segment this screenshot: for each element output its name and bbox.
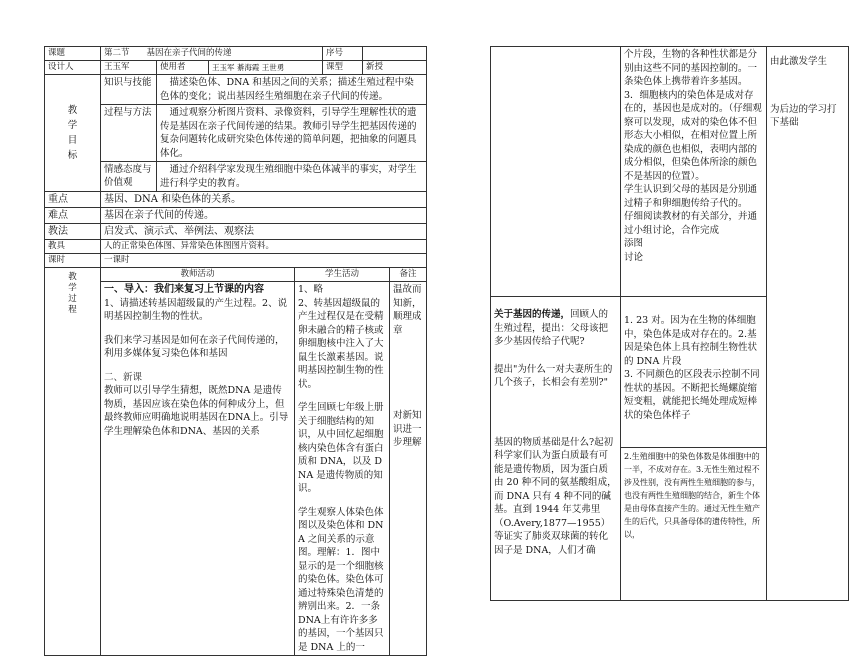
teacher-intro: 一、导入：我们来复习上节课的内容 bbox=[104, 284, 264, 295]
user-label: 使用者 bbox=[157, 61, 209, 75]
student-answer: 1. 23 对。因为在生物的体细胞中，染色体是成对存在的。2.基因是染色体上具有控制生物性状的 DNA 片段 bbox=[624, 315, 758, 367]
type-label: 课型 bbox=[323, 61, 363, 75]
teacher-line: 我们来学习基因是如何在亲子代间传递的， bbox=[104, 334, 285, 346]
student-answer-box bbox=[621, 297, 766, 448]
col-note-header: 备注 bbox=[390, 268, 427, 282]
teacher-gene-transfer: 关于基因的传递， bbox=[494, 309, 571, 320]
tools-label: 教具 bbox=[45, 240, 101, 254]
right-page bbox=[430, 0, 860, 607]
goal-text-knowledge: 描述染色体、DNA 和基因之间的关系；描述生殖过程中染色体的变化；说出基因经生殖细胞在亲子代间的传递。 bbox=[157, 75, 427, 105]
goal-text-emotion: 通过介绍科学家发现生殖细胞中染色体减半的事实，对学生进行科学史的教育。 bbox=[157, 162, 427, 192]
goal-label-knowledge: 知识与技能 bbox=[101, 75, 157, 105]
student-line: 2、转基因超级鼠的产生过程仅是在受精卵未融合的精子核或卵细胞核中注入了大鼠生长激素基因。说明基因控制生物的性状。 bbox=[298, 297, 384, 390]
seq-value bbox=[363, 47, 427, 61]
teacher-line: 1、请描述转基因超级鼠的产生过程。2、说明基因控制生物的性状。 bbox=[104, 297, 288, 322]
student-small-box bbox=[621, 448, 766, 543]
teacher-line: 利用多媒体复习染色体和基因 bbox=[104, 348, 228, 359]
student-answer: 3. 不同颜色的区段表示控制不同性状的基因。不断把长绳螺旋缩短变粗，就能把长绳处理成短棒状的染色体样子 bbox=[624, 369, 760, 421]
designer-value: 王玉军 bbox=[101, 61, 157, 75]
goals-label: 教 学 目 标 bbox=[45, 75, 101, 192]
designer-label: 设计人 bbox=[45, 61, 101, 75]
hours-label: 课时 bbox=[45, 254, 101, 268]
student-bottom-cell bbox=[621, 297, 767, 601]
teacher-gene-transfer-rest: 回顾人的生殖过程，提出：父母该把多少基因传给子代呢? bbox=[494, 309, 609, 347]
tools-value: 人的正常染色体图、异常染色体图图片资料。 bbox=[101, 240, 427, 254]
student-top-cell bbox=[621, 47, 767, 297]
col-teacher-header: 教师活动 bbox=[101, 268, 295, 282]
course-value: 第二节 基因在亲子代间的传递 bbox=[101, 47, 323, 61]
student-top-text: 仔细阅读教材的有关部分，并通过小组讨论，合作完成 bbox=[624, 211, 758, 236]
teacher-new-lesson: 二、新课 bbox=[104, 371, 143, 383]
left-page bbox=[0, 0, 430, 653]
difficult-label: 难点 bbox=[45, 208, 101, 224]
student-top-text: 讨论 bbox=[624, 251, 644, 263]
teacher-question: 提出"为什么一对夫妻所生的几个孩子，长相会有差别?" bbox=[494, 363, 613, 388]
note-right-cell bbox=[767, 47, 849, 601]
user-value: 王玉军 綦海霞 王世勇 bbox=[209, 61, 323, 75]
difficult-value: 基因在亲子代间的传递。 bbox=[101, 208, 427, 224]
method-value: 启发式、演示式、举例法、观察法 bbox=[101, 224, 427, 240]
note-interest: 由此激发学生 bbox=[770, 56, 828, 67]
process-label: 教 学 过 程 bbox=[45, 268, 101, 656]
student-top-text: 个片段，生物的各种性状都是分别由这些不同的基因控制的。一条染色体上携带着许多基因。3．细胞核内的染色体是成对存在的，基因也是成对的。（仔细观察可以发现，成对的染色体不但形态大小相似，在相对位置上所染成的颜色也相似，表明内部的成分相似，但染色体所涂的颜色不是基因的位置）。 bbox=[624, 49, 762, 182]
course-label: 课题 bbox=[45, 47, 101, 61]
col-student-header: 学生活动 bbox=[295, 268, 390, 282]
teacher-top-cell bbox=[491, 47, 621, 297]
note-cell bbox=[390, 282, 427, 656]
student-small-text: 2.生殖细胞中的染色体数是体细胞中的一半，不成对存在。3.无性生殖过程不涉及性别，没有两性生殖细胞的参与，也没有两性生殖细胞的结合，新生个体是由母体直接产生的。通过无性生殖产生的后代，只具备母体的遗传特性，所以， bbox=[624, 452, 760, 539]
student-line: 学生回顾七年级上册关于细胞结构的知识，从中回忆起细胞核内染色体含有蛋白质和 DNA，以及 DNA 是遗传物质的知识。 bbox=[298, 402, 384, 494]
method-label: 教法 bbox=[45, 224, 101, 240]
note-basis: 为后边的学习打下基础 bbox=[770, 103, 837, 128]
key-value: 基因、DNA 和染色体的关系。 bbox=[101, 192, 427, 208]
student-line: 学生观察人体染色体图以及染色体和 DNA 之间关系的示意图。理解：1．图中显示的是一个细胞核的染色体。染色体可通过特殊染色清楚的辨别出来。2．一条DNA上有许许多多的基因，一个基因只是 DNA 上的一 bbox=[298, 506, 384, 653]
teacher-bottom-cell bbox=[491, 297, 621, 601]
type-value: 新授 bbox=[363, 61, 427, 75]
goal-label-process: 过程与方法 bbox=[101, 105, 157, 162]
student-activity-cell bbox=[295, 282, 390, 656]
key-label: 重点 bbox=[45, 192, 101, 208]
goal-text-process: 通过观察分析图片资料、录像资料，引导学生理解性状的遗传是基因在亲子代间传递的结果。教师引导学生把基因传递的复杂问题转化成研究染色体传递的简单问题，把抽象的问题具体化。 bbox=[157, 105, 427, 162]
goal-label-emotion: 情感态度与价值观 bbox=[101, 162, 157, 192]
teacher-activity-cell bbox=[101, 282, 295, 656]
teacher-line: 教师可以引导学生猜想，既然DNA 是遗传物质，基因应该在染色体的何种成分上，但最终教师应明确地说明基因在DNA上。引导学生理解染色体和DNA、基因的关系 bbox=[104, 385, 289, 437]
student-line: 1、略 bbox=[298, 284, 324, 295]
seq-label: 序号 bbox=[323, 47, 363, 61]
lesson-plan-table bbox=[44, 46, 427, 656]
note-understand: 对新知识进一步理解 bbox=[393, 410, 422, 448]
hours-value: 一课时 bbox=[101, 254, 427, 268]
student-top-text: 学生认识到父母的基因是分别通过精子和卵细胞传给子代的。 bbox=[624, 184, 758, 209]
note-review: 温故而知新，顺理成章 bbox=[393, 284, 422, 336]
student-top-text: 添图 bbox=[624, 238, 644, 249]
teacher-history: 基因的物质基础是什么?起初科学家们认为蛋白质最有可能是遗传物质，因为蛋白质由 20 种不同的氨基酸组成，而 DNA 只有 4 种不同的碱基。直到 1944 年艾弗里（O.Avery,1877—1955）等证实了肺炎双球菌的转化因子是 DNA，人们才确 bbox=[494, 436, 617, 556]
continuation-table bbox=[490, 46, 849, 601]
